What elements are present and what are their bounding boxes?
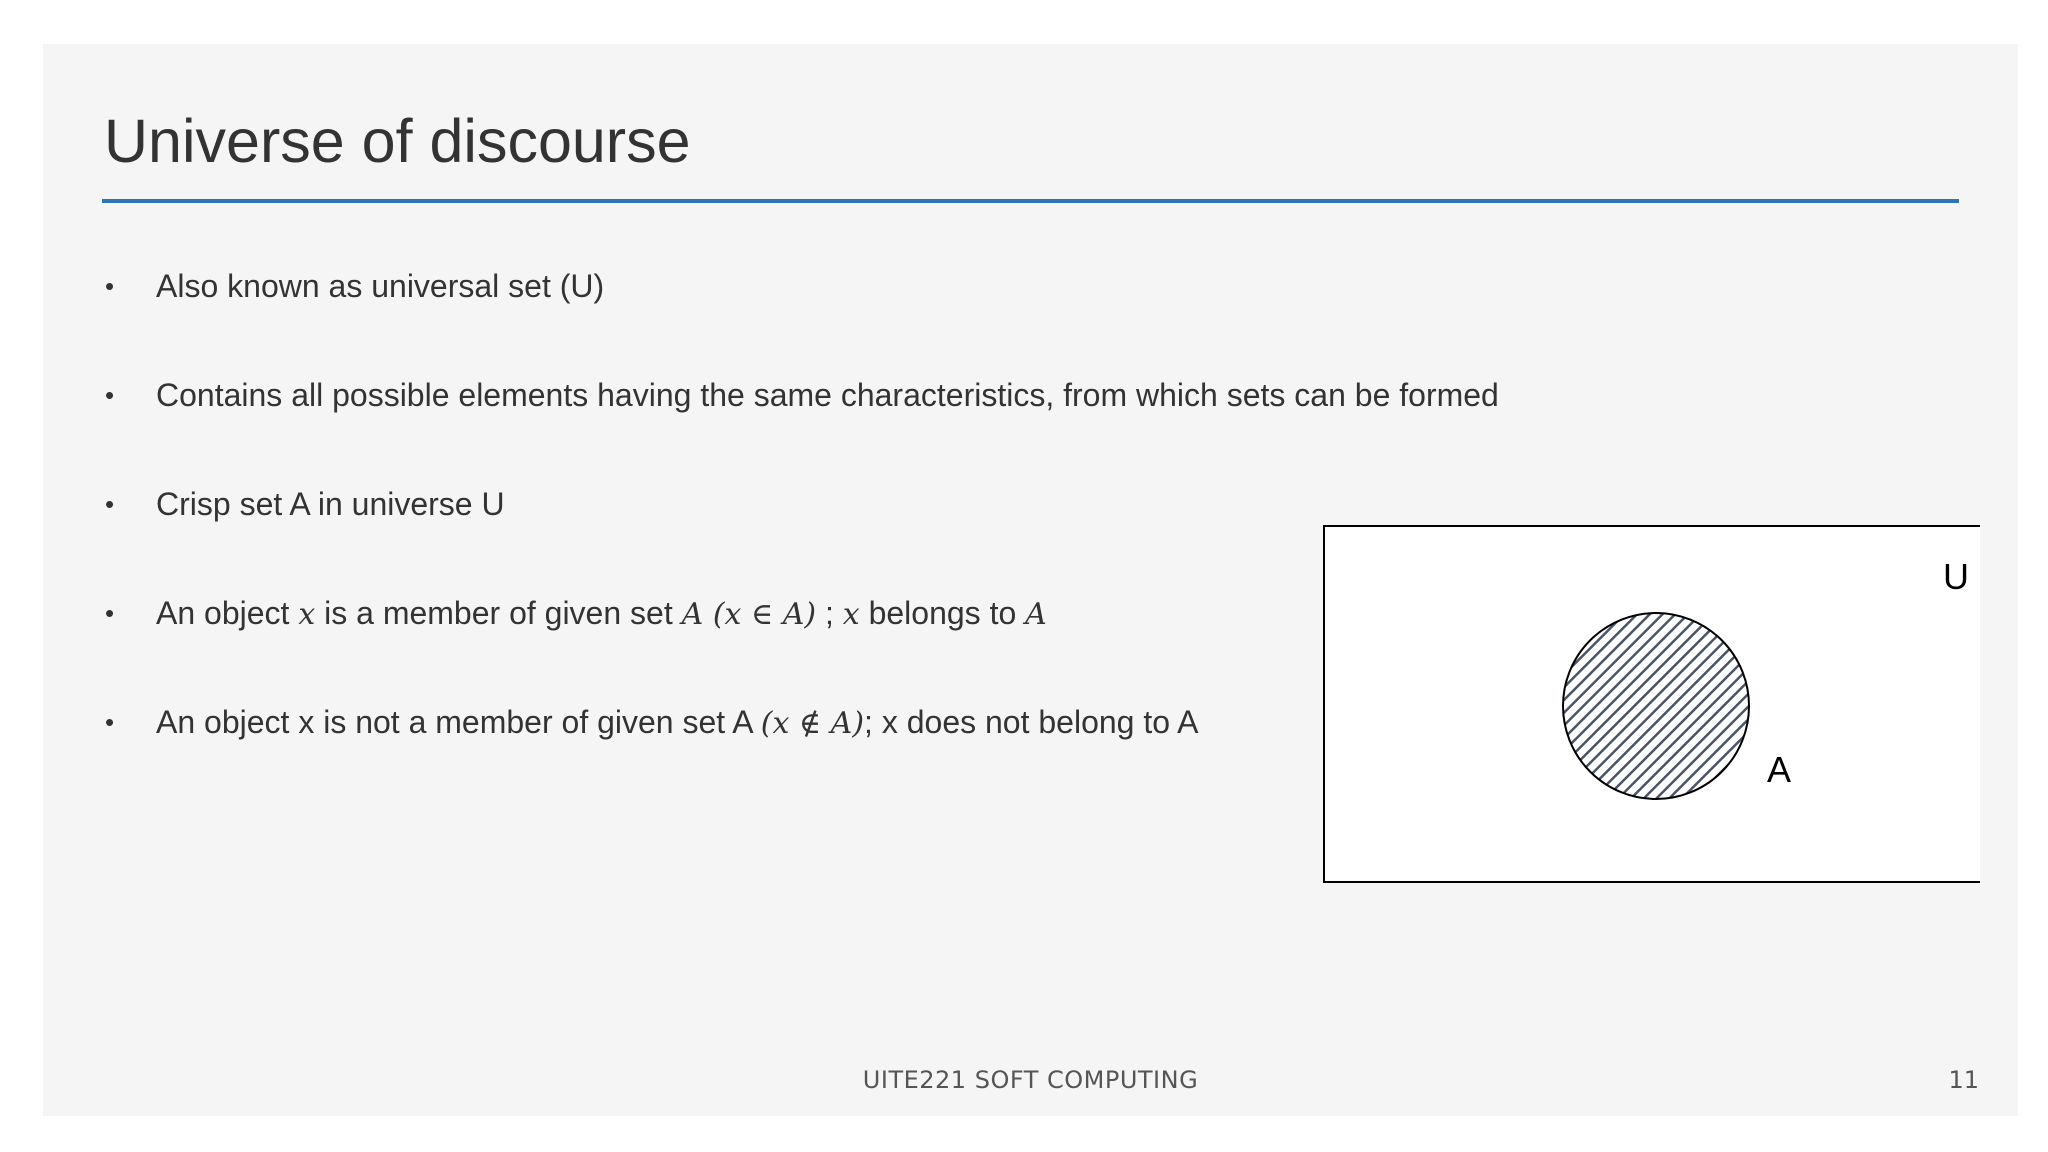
math-run: A: [1025, 597, 1047, 632]
slide-title: Universe of discourse: [104, 107, 691, 175]
bullet-dot: •: [105, 380, 115, 410]
footer-course: UITE221 SOFT COMPUTING: [862, 1066, 1199, 1094]
bullet-item: [105, 702, 1199, 744]
math-run: (x ∉ A): [760, 706, 865, 741]
bullet-dot: •: [105, 271, 115, 301]
bullet-item: [105, 375, 1499, 415]
bullet-text: Crisp set A in universe U: [156, 486, 505, 522]
text-run: is a member of given set: [315, 595, 682, 631]
math-run: (x ∈ A): [703, 597, 817, 632]
universe-label-wrap: [1941, 549, 2001, 609]
text-run: An object: [156, 595, 299, 631]
universe-label: U: [1943, 556, 1969, 597]
math-run: x: [842, 597, 860, 632]
slide: [43, 44, 2018, 1116]
bullet-dot: •: [105, 598, 115, 628]
bullet-dot: •: [105, 489, 115, 519]
bullet-item: [105, 593, 1047, 635]
venn-diagram: [1280, 524, 1980, 924]
bullet-item: [105, 484, 505, 524]
text-run: belongs to: [859, 595, 1026, 631]
bullet-text: Also known as universal set (U): [156, 268, 605, 304]
bullet-text: [156, 595, 1047, 631]
text-run: ; x does not belong to A: [864, 704, 1199, 740]
bullet-text: [156, 704, 1199, 740]
bullet-item: [105, 266, 604, 306]
title-underline: [102, 199, 1959, 203]
page-number: 11: [1948, 1066, 1979, 1094]
text-run: An object x is not a member of given set A: [156, 704, 761, 740]
set-a-circle: [1563, 613, 1749, 799]
math-run: x: [298, 597, 316, 632]
bullet-text: Contains all possible elements having the same characteristics, from which sets can be formed: [156, 377, 1499, 413]
text-run: ;: [816, 595, 843, 631]
set-a-label: A: [1767, 749, 1792, 790]
math-run: A: [681, 597, 704, 632]
bullet-dot: •: [105, 707, 115, 737]
